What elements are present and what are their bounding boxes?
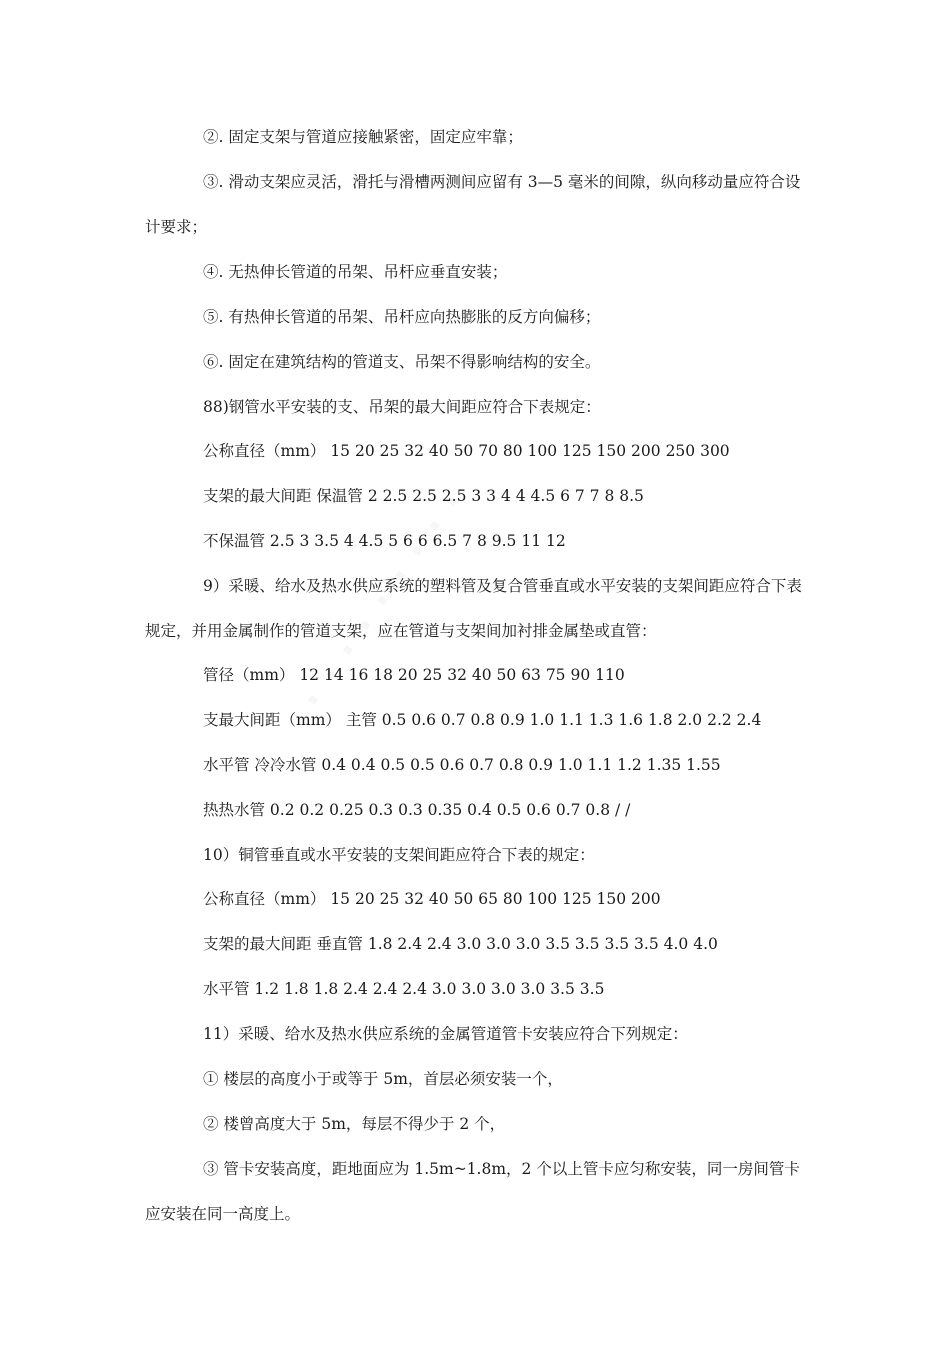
paragraph: 88)钢管水平安装的支、吊架的最大间距应符合下表规定： (203, 398, 601, 416)
paragraph: 10）铜管垂直或水平安装的支架间距应符合下表的规定： (203, 846, 595, 864)
paragraph: ⑥. 固定在建筑结构的管道支、吊架不得影响结构的安全。 (203, 353, 601, 371)
paragraph: 不保温管 2.5 3 3.5 4 4.5 5 6 6 6.5 7 8 9.5 11 12 (203, 532, 566, 550)
paragraph: 支最大间距（mm） 主管 0.5 0.6 0.7 0.8 0.9 1.0 1.1 1.3 1.6 1.8 2.0 2.2 2.4 (203, 711, 762, 729)
paragraph: 9）采暖、给水及热水供应系统的塑料管及复合管垂直或水平安装的支架间距应符合下表规定，并用金属制作的管道支架，应在管道与支架间加衬排金属垫或直管： (145, 577, 802, 640)
paragraph: ③. 滑动支架应灵活，滑托与滑槽两测间应留有 3—5 毫米的间隙，纵向移动量应符合设计要求； (145, 173, 801, 236)
paragraph: ④. 无热伸长管道的吊架、吊杆应垂直安装； (203, 263, 508, 281)
paragraph: 11）采暖、给水及热水供应系统的金属管道管卡安装应符合下列规定： (203, 1025, 688, 1043)
paragraph: 水平管 1.2 1.8 1.8 2.4 2.4 2.4 3.0 3.0 3.0 3.0 3.5 3.5 (203, 980, 605, 998)
paragraph: ⑤. 有热伸长管道的吊架、吊杆应向热膨胀的反方向偏移； (203, 308, 601, 326)
paragraph: 管径（mm） 12 14 16 18 20 25 32 40 50 63 75 90 110 (203, 666, 625, 684)
paragraph: 公称直径（mm） 15 20 25 32 40 50 70 80 100 125 150 200 250 300 (203, 442, 730, 460)
paragraph: ① 楼层的高度小于或等于 5m，首层必须安装一个， (203, 1070, 563, 1088)
paragraph: 水平管 冷冷水管 0.4 0.4 0.5 0.5 0.6 0.7 0.8 0.9 1.0 1.1 1.2 1.35 1.55 (203, 756, 721, 774)
paragraph: ③ 管卡安装高度，距地面应为 1.5m~1.8m，2 个以上管卡应匀称安装，同一房间管卡应安装在同一高度上。 (145, 1160, 800, 1223)
paragraph: ②. 固定支架与管道应接触紧密，固定应牢靠； (203, 128, 523, 146)
paragraph: ② 楼曾高度大于 5m，每层不得少于 2 个， (203, 1115, 506, 1133)
paragraph: 公称直径（mm） 15 20 25 32 40 50 65 80 100 125 150 200 (203, 890, 661, 908)
paragraph: 热热水管 0.2 0.2 0.25 0.3 0.3 0.35 0.4 0.5 0.6 0.7 0.8 / / (203, 801, 631, 819)
paragraph: 支架的最大间距 垂直管 1.8 2.4 2.4 3.0 3.0 3.0 3.5 3.5 3.5 3.5 4.0 4.0 (203, 935, 718, 953)
paragraph: 支架的最大间距 保温管 2 2.5 2.5 2.5 3 3 4 4 4.5 6 7 7 8 8.5 (203, 487, 644, 505)
